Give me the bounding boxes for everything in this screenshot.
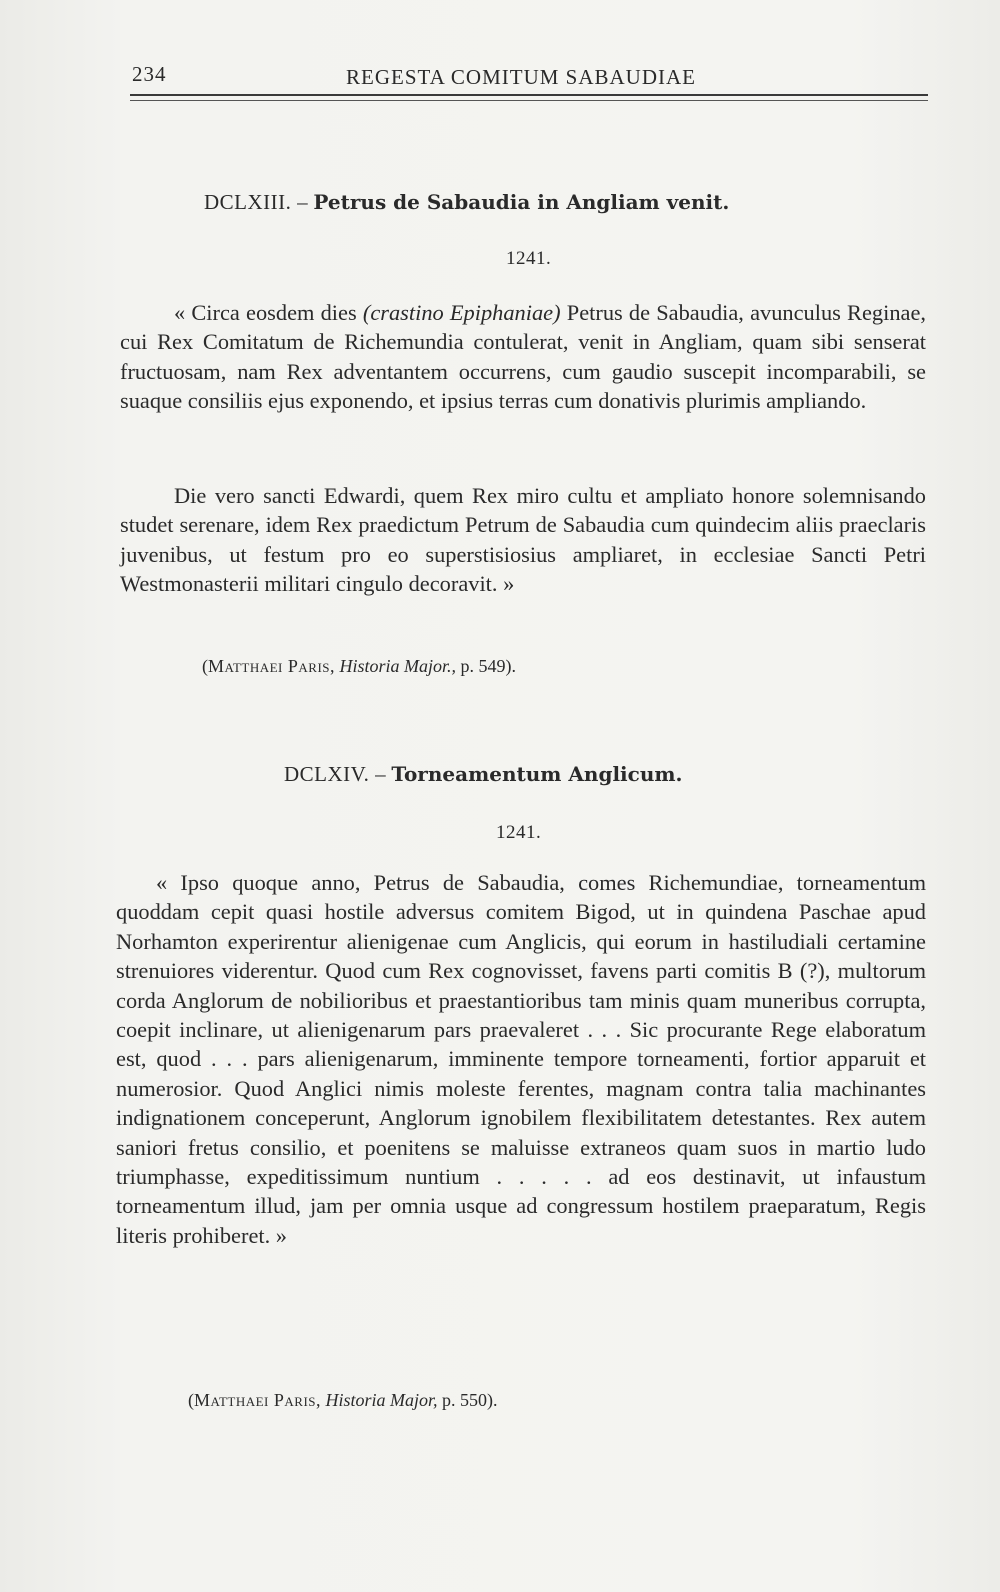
entry-paragraph: « Circa eosdem dies (crastino Epiphaniae) Petrus de Sabaudia, avunculus Reginae, cui Rex Comitatum de Richemundia contulerat, venit in Angliam, quam sibi senserat fructuosam, nam Rex adventantem occurrens, cum gaudio suscepit incomparabili, se suaque consiliis ejus exponendo, et ipsius terras cum donativis plurimis ampliando. bbox=[120, 300, 926, 414]
header-rule-thick bbox=[130, 94, 928, 96]
source-work: Historia Major, bbox=[325, 1390, 438, 1410]
source-citation: (Matthaei Paris, Historia Major, p. 550). bbox=[188, 1390, 498, 1410]
source-page: p. 549). bbox=[460, 656, 517, 676]
header-rule-thin bbox=[130, 100, 928, 101]
entry-year: 1241. bbox=[496, 822, 542, 843]
source-page: p. 550). bbox=[442, 1390, 498, 1410]
page-header bbox=[130, 62, 930, 92]
entry-heading-1 bbox=[204, 190, 729, 215]
entry-paragraph: « Ipso quoque anno, Petrus de Sabaudia, comes Richemundiae, torneamentum quoddam cepit quasi hostile adversus comitem Bigod, ut in quindena Paschae apud Norhamton experirentur alienigenae cum Anglicis, qui eorum in hastiludiali certamine strenuiores viderentur. Quod cum Rex cognovisset, favens parti comitis B (?), multorum corda Anglorum de nobilioribus et praestantioribus tam minis quam muneribus corrupta, coepit inclinare, ut alienigenarum pars praevaleret . . . Sic procurante Rege elaboratum est, quod . . . pars alienigenarum, imminente tempore torneamenti, fortior apparuit et numerosior. Quod Anglici nimis moleste ferentes, magnam contra talia machinantes indignationem conceperunt, Anglorum ignobilem flexibilitatem detestantes. Rex autem saniori fretus consilio, et poenitens se maluisse extraneos quam suos in martio ludo triumphasse, expeditissimum nuntium . . . . . ad eos destinavit, ut infaustum torneamentum illud, jam per omnia usque ad congressum hostilem praeparatum, Regis literis prohiberet. » bbox=[116, 870, 926, 1248]
italic-phrase: (crastino Epiphaniae) bbox=[362, 300, 561, 325]
entry-paragraph: Die vero sancti Edwardi, quem Rex miro cultu et ampliato honore solemnisando studet serenare, idem Rex praedictum Petrum de Sabaudia cum quindecim aliis praeclaris juvenibus, ut festum pro eo superstisiosius ampliaret, in ecclesiae Sancti Petri Westmonasterii militari cingulo decoravit. » bbox=[120, 483, 926, 597]
entry-year: 1241. bbox=[506, 248, 552, 269]
source-work: Historia Major., bbox=[339, 656, 457, 676]
source-author: Matthaei Paris, bbox=[208, 656, 336, 676]
entry-title: Petrus de Sabaudia in Angliam venit. bbox=[313, 190, 730, 214]
entry-title: Torneamentum Anglicum. bbox=[391, 762, 683, 786]
source-author: Matthaei Paris, bbox=[194, 1390, 322, 1410]
running-title: REGESTA COMITUM SABAUDIAE bbox=[346, 65, 696, 89]
entry-number: DCLXIII. – bbox=[204, 190, 309, 214]
entry-number: DCLXIV. – bbox=[284, 762, 387, 786]
page-number: 234 bbox=[132, 62, 167, 86]
entry-heading-2 bbox=[284, 762, 682, 787]
source-citation: (Matthaei Paris, Historia Major., p. 549). bbox=[202, 656, 517, 676]
